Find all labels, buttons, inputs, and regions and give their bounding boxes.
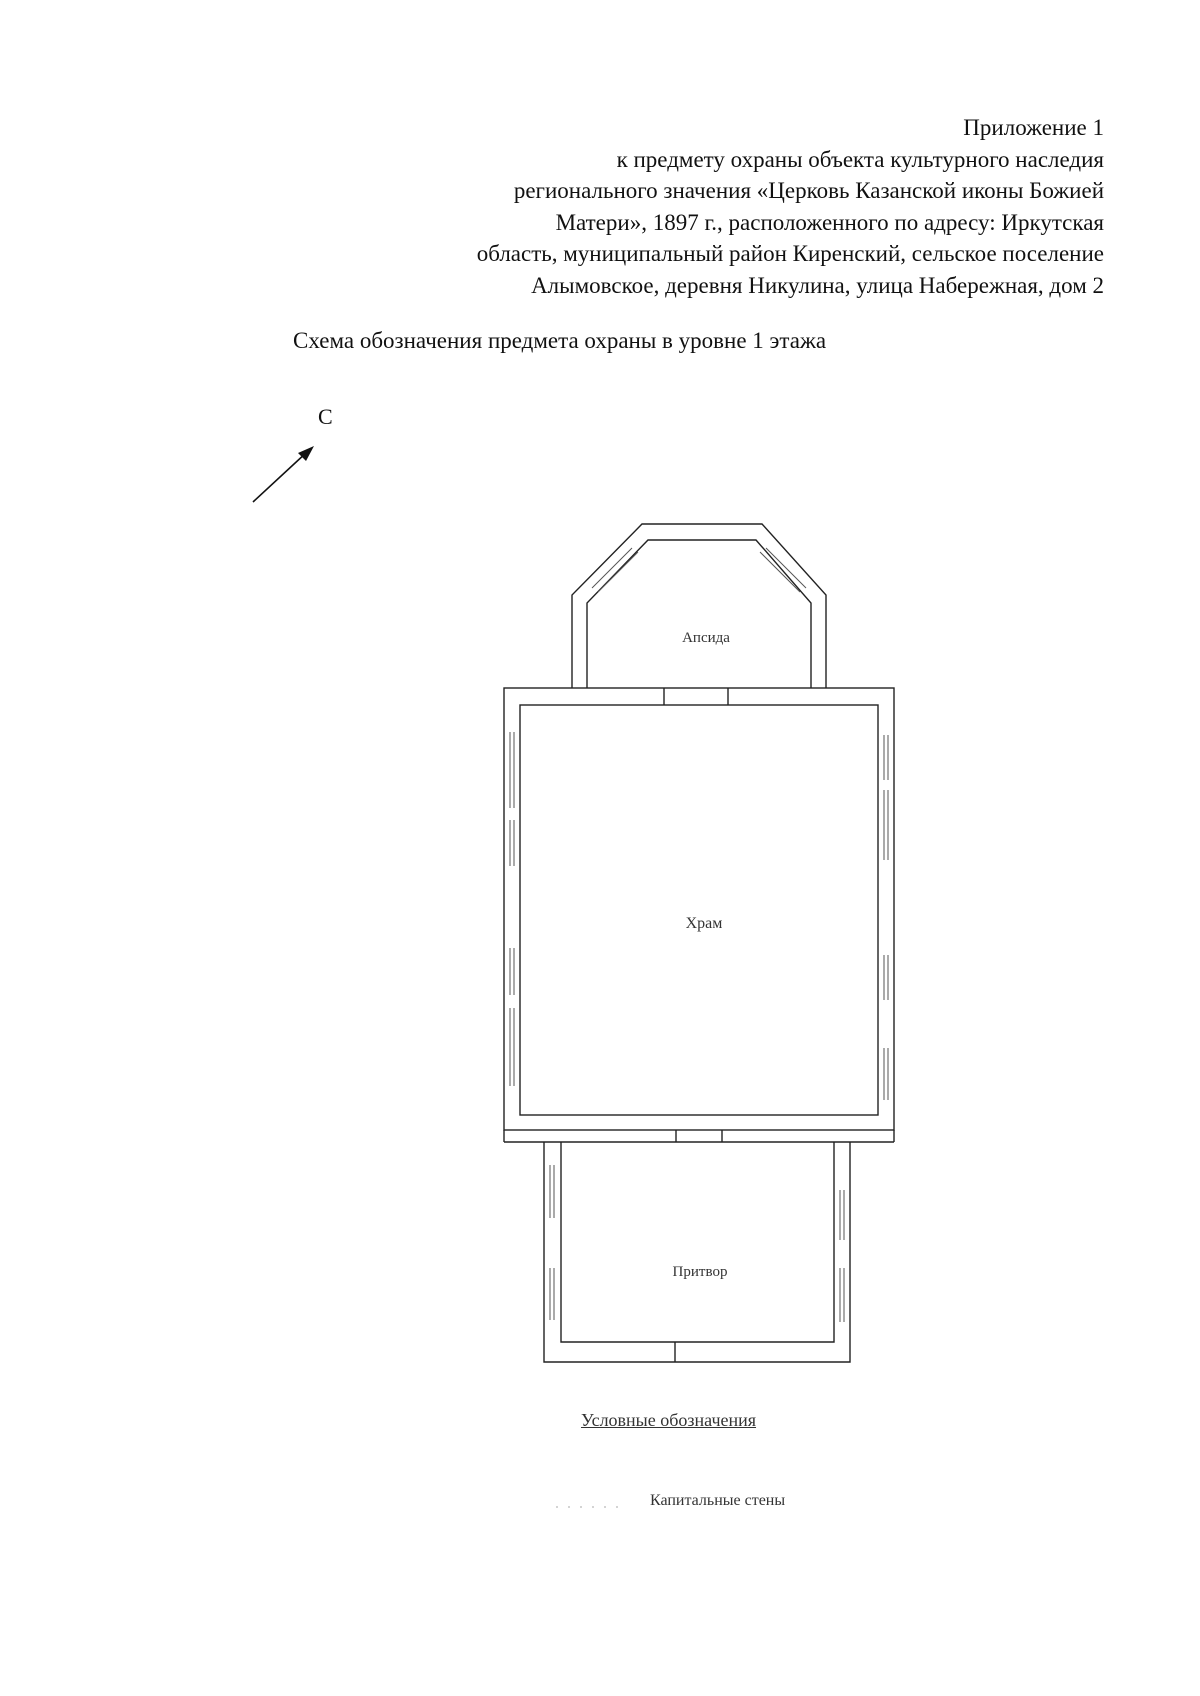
header-line-3: регионального значения «Церковь Казанской иконы Божией <box>513 178 1104 204</box>
scheme-title: Схема обозначения предмета охраны в уровне 1 этажа <box>293 328 827 353</box>
room-label-narthex: Притвор <box>672 1264 728 1280</box>
room-label-apse: Апсида <box>682 630 730 646</box>
legend-title: Условные обозначения <box>581 1410 757 1430</box>
header-line-4: Матери», 1897 г., расположенного по адресу: Иркутская <box>555 209 1104 235</box>
narthex-windows <box>550 1165 844 1322</box>
apse-windows <box>592 548 806 592</box>
north-label: С <box>318 404 333 429</box>
apse-walls <box>572 524 826 688</box>
narthex-walls <box>544 1142 850 1362</box>
header-line-6: Алымовское, деревня Никулина, улица Набережная, дом 2 <box>531 272 1104 298</box>
header-line-2: к предмету охраны объекта культурного наследия <box>616 146 1104 172</box>
header-line-5: область, муниципальный район Киренский, сельское поселение <box>476 241 1104 267</box>
legend-capital-walls: Капитальные стены <box>650 1492 786 1509</box>
north-arrow-icon <box>253 446 314 502</box>
room-label-temple: Храм <box>685 915 723 932</box>
header-line-1: Приложение 1 <box>963 115 1104 140</box>
